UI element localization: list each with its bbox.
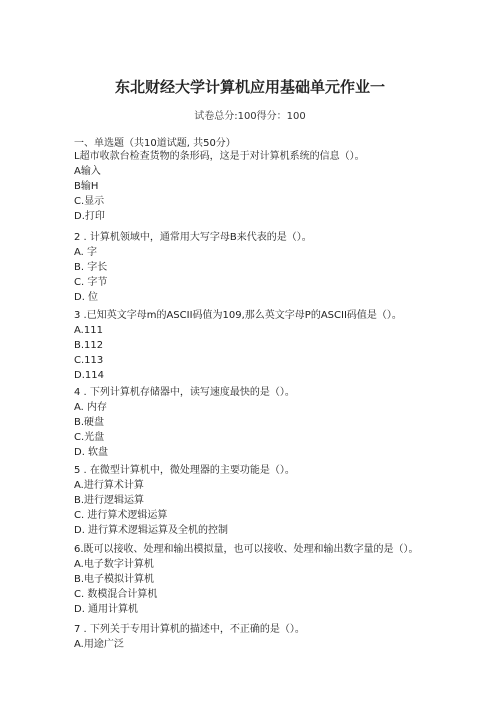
- option: D. 软盘: [74, 447, 109, 458]
- option: B.电子模拟计算机: [74, 574, 155, 585]
- question-5: [74, 463, 474, 538]
- option: A. 字: [74, 247, 98, 258]
- question-stem: 7 . 下列关于专用计算机的描述中，不正确的是（）。: [74, 624, 305, 635]
- question-3: [74, 308, 474, 383]
- option: C. 进行算术逻辑运算: [74, 510, 168, 521]
- option: A.进行算术计算: [74, 480, 144, 491]
- option: B. 字长: [74, 262, 108, 273]
- question-2: [74, 230, 474, 305]
- question-stem: 5 . 在微型计算机中，微处理器的主要功能是（）。: [74, 465, 295, 476]
- option: C.显示: [74, 196, 105, 207]
- option: A. 内存: [74, 402, 108, 413]
- option: B.硬盘: [74, 417, 105, 428]
- option: D. 进行算术逻辑运算及全机的控制: [74, 525, 229, 536]
- option: D. 位: [74, 292, 99, 303]
- document-title: 东北财经大学计算机应用基础单元作业一: [114, 78, 385, 96]
- option: C. 数模混合计算机: [74, 589, 158, 600]
- option: D.114: [74, 370, 104, 381]
- question-stem: 6.既可以接收、处理和输出模拟量，也可以接收、处理和输出数字量的是（）。: [74, 544, 419, 555]
- option: B.112: [74, 340, 104, 351]
- question-1: [74, 149, 474, 224]
- question-stem: 2 . 计算机领域中，通常用大写字母B来代表的是（）。: [74, 232, 312, 243]
- option: A.111: [74, 325, 103, 336]
- section-heading: 一、单选题（共10道试题, 共50分）: [74, 138, 236, 149]
- question-stem: 3 .已知英文字母m的ASCII码值为109,那么英文字母P的ASCII码值是（）。: [74, 310, 402, 321]
- option: C.光盘: [74, 432, 105, 443]
- question-7: [74, 622, 474, 652]
- question-stem: L超市收款台检查货物的条形码，这是于对计算机系统的信息（）。: [74, 151, 365, 162]
- option: A.电子数字计算机: [74, 559, 154, 570]
- option: D.打印: [74, 211, 105, 222]
- option: C. 字节: [74, 277, 108, 288]
- question-6: [74, 542, 474, 617]
- option: B.进行逻辑运算: [74, 495, 145, 506]
- option: A.用途广泛: [74, 639, 124, 650]
- option: B输H: [74, 181, 99, 192]
- option: C.113: [74, 355, 104, 366]
- option: D. 通用计算机: [74, 604, 139, 615]
- score-line: 试卷总分:100得分：100: [194, 111, 306, 122]
- option: A输入: [74, 166, 101, 177]
- question-4: [74, 385, 474, 460]
- question-stem: 4 . 下列计算机存储器中，读写速度最快的是（）。: [74, 387, 295, 398]
